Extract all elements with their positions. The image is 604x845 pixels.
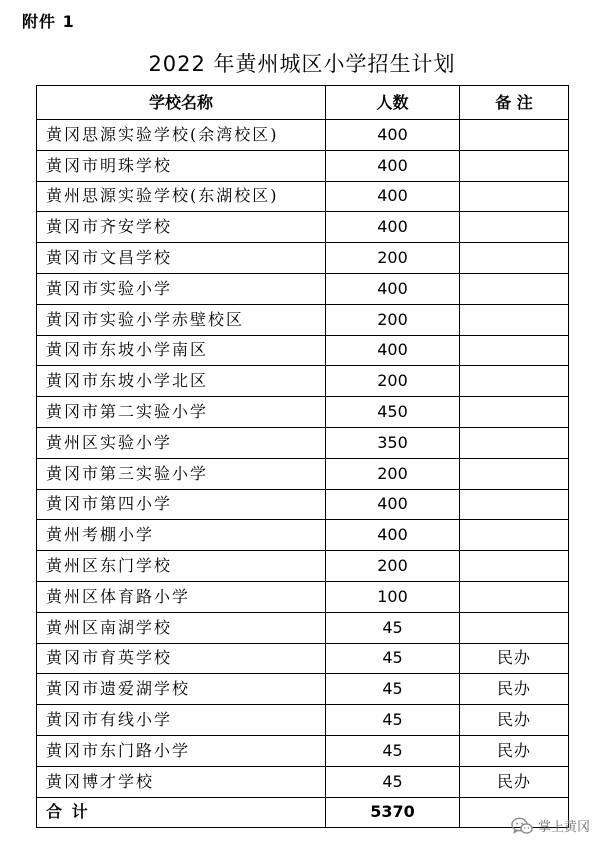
total-label-cell: 合 计 bbox=[37, 797, 326, 828]
note-cell bbox=[460, 427, 569, 458]
count-cell: 200 bbox=[326, 243, 460, 274]
count-cell: 45 bbox=[326, 674, 460, 705]
note-cell bbox=[460, 212, 569, 243]
school-name-cell: 黄冈市东坡小学南区 bbox=[37, 335, 326, 366]
attachment-label: 附件 1 bbox=[22, 12, 75, 31]
note-cell: 民办 bbox=[460, 735, 569, 766]
note-cell: 民办 bbox=[460, 705, 569, 736]
table-row bbox=[37, 273, 569, 304]
note-cell bbox=[460, 273, 569, 304]
count-cell: 100 bbox=[326, 581, 460, 612]
count-cell: 45 bbox=[326, 735, 460, 766]
count-cell: 450 bbox=[326, 397, 460, 428]
table-row bbox=[37, 581, 569, 612]
enrollment-plan-table bbox=[36, 85, 569, 828]
school-name-cell: 黄冈市育英学校 bbox=[37, 643, 326, 674]
table-row bbox=[37, 551, 569, 582]
count-cell: 45 bbox=[326, 705, 460, 736]
count-cell: 350 bbox=[326, 427, 460, 458]
school-name-cell: 黄冈市东坡小学北区 bbox=[37, 366, 326, 397]
note-cell bbox=[460, 150, 569, 181]
count-cell: 400 bbox=[326, 520, 460, 551]
wechat-icon bbox=[511, 817, 533, 835]
note-cell bbox=[460, 120, 569, 151]
school-name-cell: 黄州区体育路小学 bbox=[37, 581, 326, 612]
note-cell bbox=[460, 458, 569, 489]
table-row bbox=[37, 427, 569, 458]
note-cell bbox=[460, 243, 569, 274]
school-name-cell: 黄冈思源实验学校(余湾校区) bbox=[37, 120, 326, 151]
note-cell: 民办 bbox=[460, 643, 569, 674]
note-cell bbox=[460, 304, 569, 335]
table-row bbox=[37, 643, 569, 674]
table-row bbox=[37, 120, 569, 151]
table-row bbox=[37, 520, 569, 551]
note-cell bbox=[460, 612, 569, 643]
school-name-cell: 黄冈市遗爱湖学校 bbox=[37, 674, 326, 705]
note-cell bbox=[460, 181, 569, 212]
table-header-row bbox=[37, 86, 569, 120]
school-name-cell: 黄冈市有线小学 bbox=[37, 705, 326, 736]
watermark bbox=[511, 816, 590, 835]
note-cell bbox=[460, 581, 569, 612]
note-cell bbox=[460, 335, 569, 366]
count-cell: 200 bbox=[326, 458, 460, 489]
count-cell: 200 bbox=[326, 304, 460, 335]
note-cell bbox=[460, 397, 569, 428]
header-count: 人数 bbox=[326, 86, 460, 120]
count-cell: 400 bbox=[326, 150, 460, 181]
count-cell: 400 bbox=[326, 489, 460, 520]
count-cell: 200 bbox=[326, 366, 460, 397]
school-name-cell: 黄冈市第三实验小学 bbox=[37, 458, 326, 489]
count-cell: 400 bbox=[326, 212, 460, 243]
count-cell: 45 bbox=[326, 643, 460, 674]
table-row bbox=[37, 489, 569, 520]
count-cell: 400 bbox=[326, 335, 460, 366]
note-cell bbox=[460, 520, 569, 551]
school-name-cell: 黄州区实验小学 bbox=[37, 427, 326, 458]
total-row bbox=[37, 797, 569, 828]
table-row bbox=[37, 150, 569, 181]
header-note: 备 注 bbox=[460, 86, 569, 120]
note-cell bbox=[460, 551, 569, 582]
note-cell bbox=[460, 366, 569, 397]
school-name-cell: 黄州考棚小学 bbox=[37, 520, 326, 551]
table-row bbox=[37, 705, 569, 736]
school-name-cell: 黄冈博才学校 bbox=[37, 766, 326, 797]
school-name-cell: 黄冈市第四小学 bbox=[37, 489, 326, 520]
count-cell: 400 bbox=[326, 273, 460, 304]
table-body bbox=[37, 120, 569, 828]
count-cell: 45 bbox=[326, 766, 460, 797]
table-row bbox=[37, 735, 569, 766]
count-cell: 45 bbox=[326, 612, 460, 643]
watermark-text: 掌上黄冈 bbox=[537, 820, 590, 835]
total-count-cell: 5370 bbox=[326, 797, 460, 828]
table-row bbox=[37, 181, 569, 212]
table-row bbox=[37, 335, 569, 366]
page-title: 2022 年黄州城区小学招生计划 bbox=[148, 52, 456, 76]
school-name-cell: 黄州区东门学校 bbox=[37, 551, 326, 582]
school-name-cell: 黄冈市齐安学校 bbox=[37, 212, 326, 243]
note-cell bbox=[460, 489, 569, 520]
header-school-name: 学校名称 bbox=[37, 86, 326, 120]
table-row bbox=[37, 612, 569, 643]
table-row bbox=[37, 674, 569, 705]
school-name-cell: 黄冈市文昌学校 bbox=[37, 243, 326, 274]
table-row bbox=[37, 304, 569, 335]
school-name-cell: 黄冈市明珠学校 bbox=[37, 150, 326, 181]
school-name-cell: 黄州区南湖学校 bbox=[37, 612, 326, 643]
note-cell: 民办 bbox=[460, 674, 569, 705]
table-row bbox=[37, 366, 569, 397]
count-cell: 400 bbox=[326, 181, 460, 212]
count-cell: 400 bbox=[326, 120, 460, 151]
school-name-cell: 黄冈市第二实验小学 bbox=[37, 397, 326, 428]
table-row bbox=[37, 458, 569, 489]
table-row bbox=[37, 766, 569, 797]
count-cell: 200 bbox=[326, 551, 460, 582]
school-name-cell: 黄州思源实验学校(东湖校区) bbox=[37, 181, 326, 212]
note-cell: 民办 bbox=[460, 766, 569, 797]
table-row bbox=[37, 397, 569, 428]
school-name-cell: 黄冈市实验小学 bbox=[37, 273, 326, 304]
table-row bbox=[37, 243, 569, 274]
school-name-cell: 黄冈市东门路小学 bbox=[37, 735, 326, 766]
school-name-cell: 黄冈市实验小学赤壁校区 bbox=[37, 304, 326, 335]
table-row bbox=[37, 212, 569, 243]
